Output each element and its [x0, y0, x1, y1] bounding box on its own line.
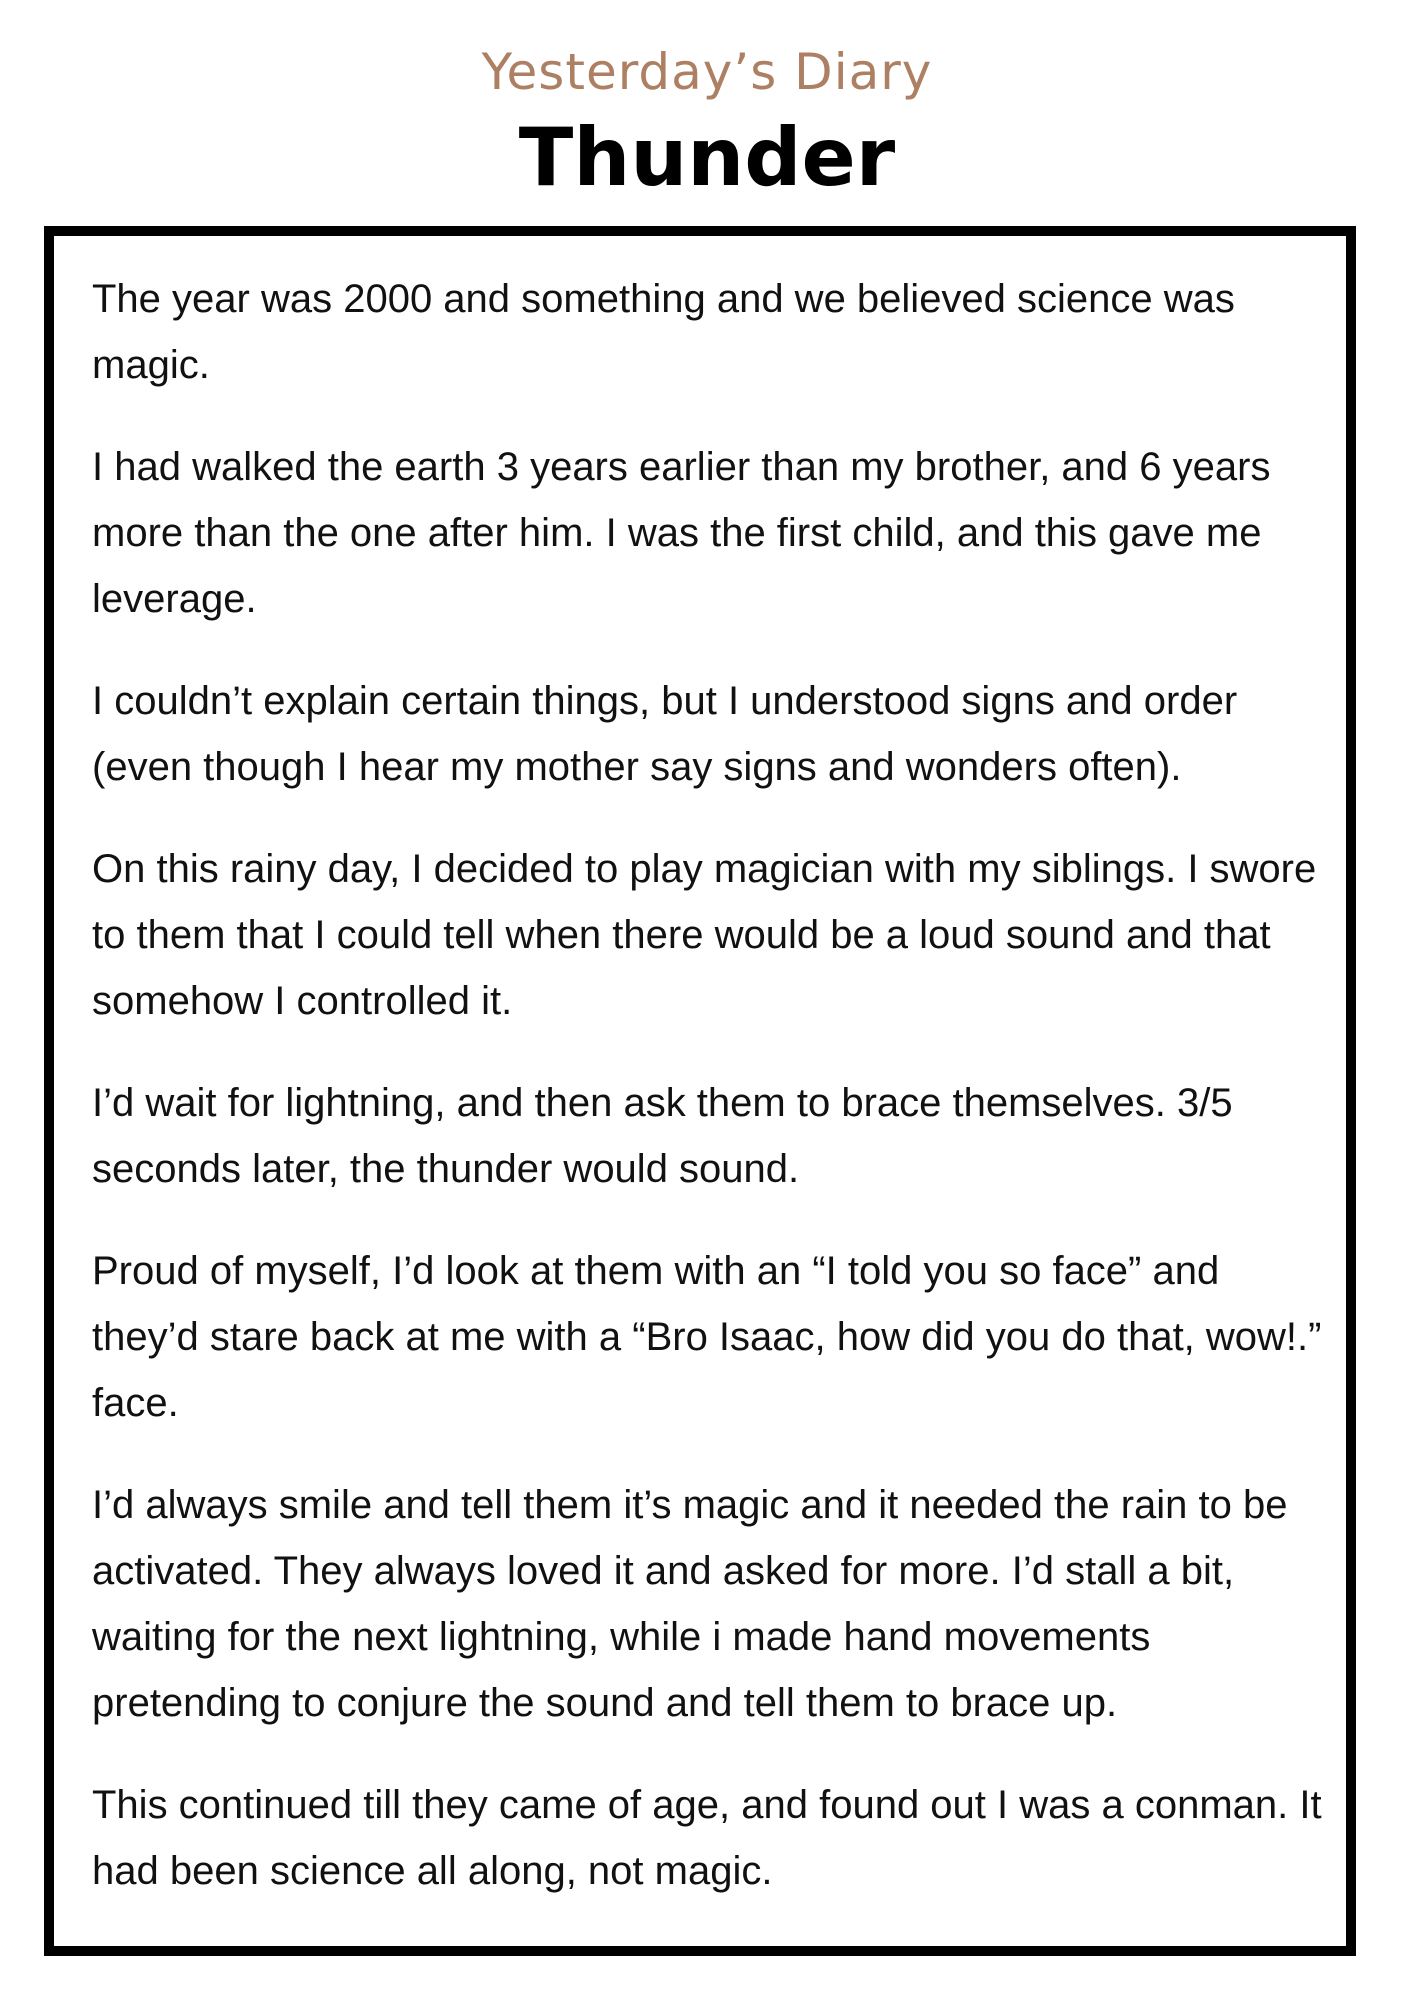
page-title: Thunder: [518, 111, 896, 204]
story-paragraph-5: I’d wait for lightning, and then ask them to brace themselves. 3/5 seconds later, the thunder would sound.: [92, 1081, 1233, 1191]
story-frame: [44, 226, 1356, 1956]
story-paragraph-4: On this rainy day, I decided to play magician with my siblings. I swore to them that I could tell when there would be a loud sound and that somehow I controlled it.: [92, 847, 1317, 1023]
story-body: [92, 266, 1332, 1904]
story-paragraph-6: Proud of myself, I’d look at them with an “I told you so face” and they’d stare back at me with a “Bro Isaac, how did you do that, wow!.” face.: [92, 1249, 1322, 1425]
diary-subtitle: Yesterday’s Diary: [481, 43, 933, 101]
story-paragraph-2: I had walked the earth 3 years earlier than my brother, and 6 years more than the one after him. I was the first child, and this gave me leverage.: [92, 445, 1271, 621]
story-paragraph-7: I’d always smile and tell them it’s magic and it needed the rain to be activated. They always loved it and asked for more. I’d stall a bit, waiting for the next lightning, while i made hand movements pretending to conjure the sound and tell them to brace up.: [92, 1483, 1288, 1725]
story-paragraph-1: The year was 2000 and something and we believed science was magic.: [92, 277, 1235, 387]
story-paragraph-8: This continued till they came of age, and found out I was a conman. It had been science all along, not magic.: [92, 1783, 1322, 1893]
story-paragraph-3: I couldn’t explain certain things, but I understood signs and order (even though I hear my mother say signs and wonders often).: [92, 679, 1238, 789]
